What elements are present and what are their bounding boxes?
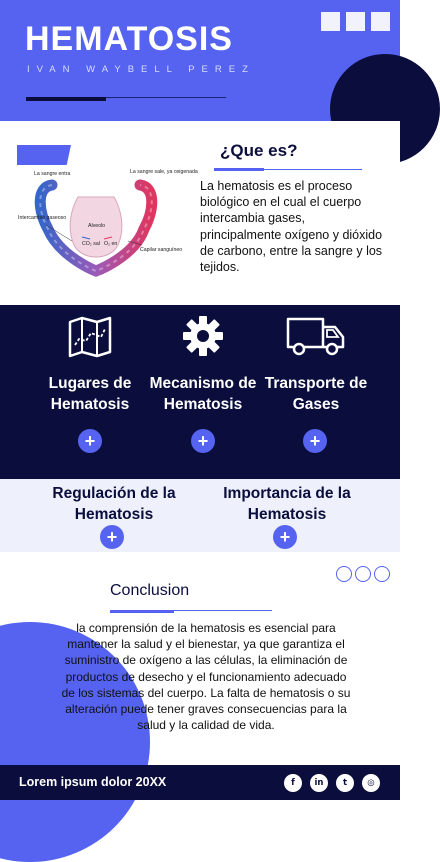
label-o2: O₂ en: [104, 241, 118, 247]
map-icon: [67, 315, 113, 359]
decor-ring: [355, 566, 371, 582]
expand-regulacion-button[interactable]: +: [100, 525, 124, 549]
footer: [0, 765, 400, 800]
page-title: HEMATOSIS: [25, 20, 233, 58]
decor-ring: [374, 566, 390, 582]
heading-underline: [214, 168, 264, 171]
expand-lugares-button[interactable]: +: [78, 429, 102, 453]
footer-text: Lorem ipsum dolor 20XX: [19, 775, 167, 789]
header-banner: [0, 0, 400, 121]
expand-transporte-button[interactable]: +: [303, 429, 327, 453]
conclusion-heading: Conclusion: [110, 582, 190, 599]
facebook-icon[interactable]: f: [284, 774, 302, 792]
alveolus-diagram: [16, 167, 198, 277]
instagram-icon[interactable]: ◎: [362, 774, 380, 792]
heading-underline: [110, 610, 174, 613]
twitter-icon[interactable]: t: [336, 774, 354, 792]
decor-rings: [336, 566, 390, 582]
label-alveolus: Alveolo: [88, 223, 106, 229]
label-capillary: Capilar sanguíneo: [140, 247, 183, 253]
label-co2: CO₂ sal: [82, 241, 100, 247]
card-importancia-label: Importancia de la Hematosis: [223, 485, 351, 523]
social-links: [284, 774, 380, 792]
linkedin-icon[interactable]: in: [310, 774, 328, 792]
topics-section: [0, 305, 400, 479]
expand-importancia-button[interactable]: +: [273, 525, 297, 549]
heading-underline-thin: [174, 610, 272, 611]
gear-icon: [182, 315, 224, 357]
que-es-text: La hematosis es el proceso biológico en el cual el cuerpo intercambia gases, principalmente oxígeno y dióxido de carbono, entre la sangre y los tejidos.: [200, 179, 383, 275]
topics-section-2: [0, 479, 400, 552]
label-in-blood: La sangre entra: [34, 171, 71, 177]
decor-square: [371, 12, 390, 31]
label-exchange: Intercambio gaseoso: [18, 215, 67, 221]
window-squares: [321, 12, 390, 31]
decor-ring: [336, 566, 352, 582]
card-regulacion-label: Regulación de la Hematosis: [52, 485, 176, 523]
decor-square: [321, 12, 340, 31]
decor-square: [346, 12, 365, 31]
conclusion-section: [0, 552, 400, 765]
title-underline-thin: [106, 97, 226, 98]
title-underline: [26, 97, 106, 101]
que-es-section: [0, 121, 400, 305]
label-out-blood: La sangre sale, ya oxigenada: [130, 169, 198, 175]
card-label: Transporte de Gases: [264, 375, 368, 413]
que-es-heading: ¿Que es?: [220, 141, 298, 160]
conclusion-text: la comprensión de la hematosis es esencial para mantener la salud y el bienestar, ya que garantiza el suministro de oxígeno a las células, la eliminación de productos de desecho y el funcionamiento adecuado de los sistemas del cuerpo. La falta de hematosis o su alteración puede tener graves consecuencias para la salud y la calidad de vida.: [61, 621, 351, 733]
truck-icon: [285, 315, 347, 357]
decor-tag: [17, 145, 71, 165]
heading-underline-thin: [264, 169, 362, 170]
expand-mecanismo-button[interactable]: +: [191, 429, 215, 453]
card-label: Mecanismo de Hematosis: [149, 375, 257, 413]
author-name: IVAN WAYBELL PEREZ: [27, 64, 255, 75]
card-label: Lugares de Hematosis: [48, 375, 132, 413]
